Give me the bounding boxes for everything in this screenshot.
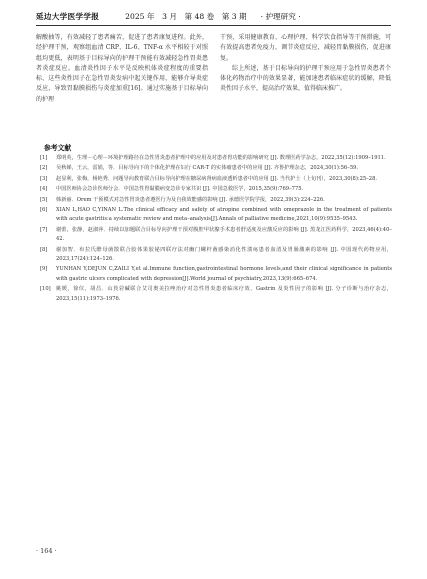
reference-number: [10] bbox=[40, 286, 51, 293]
reference-number: [9] bbox=[40, 266, 48, 273]
reference-item bbox=[36, 154, 392, 163]
reference-text: YUNHAN Y,DEJUN C,ZAILI Y,et al.Immune function,gastrointestinal hormone levels,and their clinical significance in patients with gastric ulcers complicated with depression[J].World journal of psychiatry,2023,13(9):665–674. bbox=[56, 266, 392, 282]
header-divider bbox=[36, 25, 391, 26]
reference-text: XIAN L,HAO C,YINAN L.The clinical efficacy and safety of atropine combined with omeprazole in the treatment of patients with acute gastritis:a systematic review and meta–analysis[J].Annals of palliative medicine,2021,10(9):9535–9543. bbox=[56, 207, 392, 223]
reference-item bbox=[36, 285, 392, 304]
reference-text: 吴秋娣，王云，雷娟，等．目标导向下的个体化护理在妇行 CAR-T 的实体瘤患者中的应用 [J]. 齐鲁护理杂志，2024,30(1):56–59. bbox=[56, 165, 359, 172]
reference-number: [1] bbox=[40, 155, 48, 161]
journal-title: 延边大学医学学报 bbox=[36, 11, 100, 21]
reference-item bbox=[36, 206, 392, 225]
reference-text: 姚媛，徐仪，胡昌．山莨菪碱联合艾司奥美拉唑治疗对急性胃炎患者临床疗效、Gastrin 及炎性因子的影响 [J]. 分子诊断与治疗杂志，2023,15(11):1973–1976. bbox=[56, 286, 392, 302]
body-paragraph: 解酸抽等，有效减轻了患者痛苦，促进了患者康复进程。此外，经护理干预，观察组血清 CRP、IL-6、TNF-α 水平相较于对照组均更低，表明基于目标导向的护理干预能有效减轻急性胃炎患者炎症反应。血清炎性因子水平是反映机体炎症程度的重要指标，这些炎性因子在急性胃炎发病中起关键作用，能够介导炎症反应，导致胃黏膜损伤与炎症加重[16]。通过实施基于目标导向的护理 bbox=[36, 34, 208, 103]
reference-item bbox=[36, 196, 392, 205]
reference-text: 韩新丽．Orem 干预模式对急性胃炎患者遵医行为及自我效能感的影响 [J]. 承德医学院学报，2022,39(3):224–226. bbox=[56, 196, 325, 203]
reference-text: 郑明英，生理－心理－环境护理路径在急性胃炎患者护理中的应用及对患者胃功能的影响研究 [J]. 数理医药学杂志，2022,35(12):1909–1911. bbox=[56, 155, 386, 161]
body-paragraph: 干预，采用健康教育、心理护理、科学饮食指导等干预措施，可有效提高患者免疫力，调节炎症反应，减轻胃黏膜损伤，促进康复。 bbox=[220, 34, 391, 62]
reference-item bbox=[36, 226, 392, 245]
reference-item bbox=[36, 246, 392, 265]
reference-item bbox=[36, 185, 392, 194]
reference-number: [3] bbox=[40, 175, 48, 182]
body-column-left bbox=[36, 33, 208, 137]
running-header bbox=[36, 8, 391, 24]
issue-info: 2025 年 3 月 第 48 卷 第 3 期 bbox=[125, 11, 247, 21]
reference-item bbox=[36, 265, 392, 284]
reference-number: [7] bbox=[40, 226, 48, 233]
references-section bbox=[36, 143, 392, 304]
page-number: · 164 · bbox=[36, 547, 57, 555]
reference-text: 中国医师协会急诊医师分会．中国急性胃黏膜病变急诊专家共识 [J]. 中国急救医学，2015,35(9):769–775. bbox=[56, 186, 304, 193]
reference-number: [8] bbox=[40, 246, 48, 253]
reference-text: 赵显利，张梅，杨艳秀．问题导向教育联合目标导向护理在糖尿病肾病血液透析患者中的应用 [J]. 当代护士（上旬刊），2023,30(8):25–28. bbox=[56, 175, 378, 182]
section-label: · 护理研究 · bbox=[260, 11, 301, 21]
reference-text: 谢蕾，张静，赵淑萍．持续以加题联合目标导向护理干预对腹腔甲状腺手术患者舒适度及应激反应的影响 [J]. 黑龙江医药科学，2023,46(4):40–42. bbox=[56, 226, 392, 243]
reference-text: 谢加智．布拉氏酵母菌散联合胶体果胶铋四联疗法对幽门螺杆菌感染消化性溃疡患者血清及胃肠激素的影响 [J]. 中国现代药物应用，2023,17(24):124–126. bbox=[56, 246, 392, 263]
reference-number: [5] bbox=[40, 196, 48, 203]
reference-item bbox=[36, 175, 392, 184]
conclusion-paragraph: 综上所述，基于目标导向的护理干预应用于急性胃炎患者个体化药物治疗中的效果显著，能加速患者临床症状的缓解，降低炎性因子水平，提高治疗效果，值得临床推广。 bbox=[220, 64, 391, 93]
reference-number: [2] bbox=[40, 165, 48, 172]
body-column-right bbox=[220, 33, 391, 137]
reference-number: [6] bbox=[40, 207, 48, 214]
references-heading: 参考文献 bbox=[44, 144, 72, 152]
reference-number: [4] bbox=[40, 186, 48, 193]
reference-item bbox=[36, 164, 392, 173]
